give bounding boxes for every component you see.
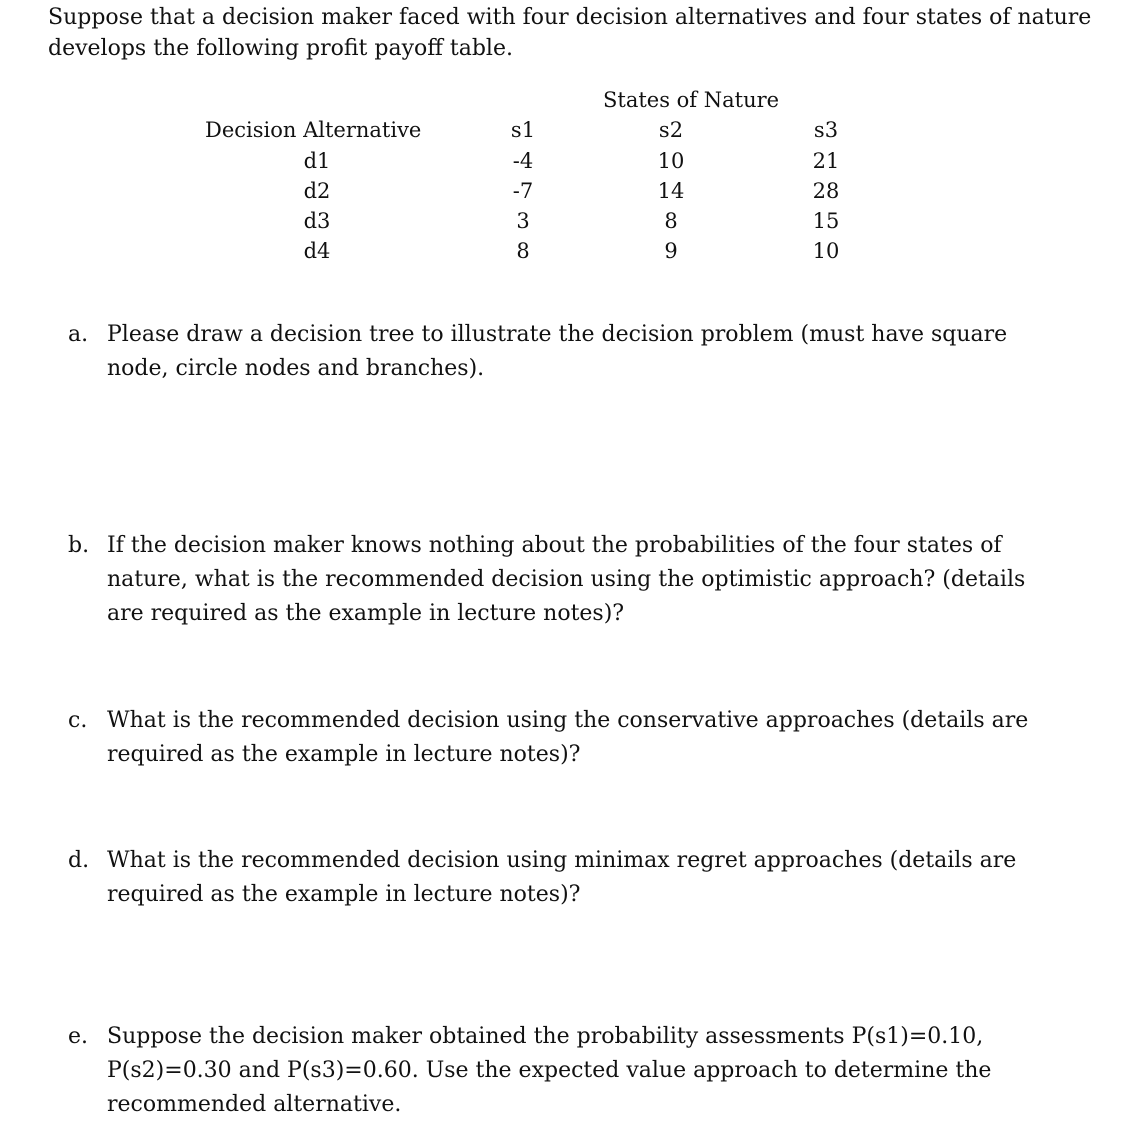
- payoff-cell: 8: [516, 239, 530, 263]
- state-header-s3: s3: [813, 118, 839, 142]
- question-text: What is the recommended decision using the conservative approaches (details are required as the example in lecture notes)?: [107, 708, 1029, 767]
- payoff-cell: 3: [516, 209, 530, 233]
- payoff-cell: -4: [512, 149, 534, 173]
- state-header-s1: s1: [510, 118, 536, 142]
- question-a: [68, 318, 1068, 386]
- question-d: [68, 844, 1068, 912]
- alternative-label: d4: [303, 239, 331, 263]
- states-of-nature-title: States of Nature: [603, 88, 780, 112]
- payoff-cell: 28: [812, 179, 840, 203]
- payoff-cell: 10: [657, 149, 685, 173]
- payoff-cell: 10: [812, 239, 840, 263]
- payoff-cell: 9: [664, 239, 678, 263]
- question-c: [68, 704, 1068, 772]
- alternative-label: d3: [303, 209, 331, 233]
- payoff-cell: 21: [812, 149, 840, 173]
- payoff-cell: 8: [664, 209, 678, 233]
- question-letter: d.: [68, 848, 90, 873]
- payoff-table: [0, 0, 1141, 280]
- state-header-s2: s2: [658, 118, 684, 142]
- alternative-label: d1: [303, 149, 331, 173]
- payoff-cell: -7: [512, 179, 534, 203]
- question-letter: c.: [68, 708, 88, 733]
- question-letter: a.: [68, 322, 89, 347]
- question-letter: b.: [68, 533, 90, 558]
- question-text: Suppose the decision maker obtained the probability assessments P(s1)=0.10, P(s2)=0.30 and P(s3)=0.60. Use the expected value approach to determine the recommended alternative.: [107, 1024, 992, 1117]
- question-text: What is the recommended decision using minimax regret approaches (details are required as the example in lecture notes)?: [107, 848, 1017, 907]
- question-b: [68, 529, 1068, 631]
- question-e: [68, 1020, 1068, 1122]
- payoff-cell: 14: [657, 179, 685, 203]
- question-letter: e.: [68, 1024, 89, 1049]
- alternative-label: d2: [303, 179, 331, 203]
- question-text: Please draw a decision tree to illustrate the decision problem (must have square node, circle nodes and branches).: [107, 322, 1008, 381]
- intro-paragraph: Suppose that a decision maker faced with four decision alternatives and four states of nature develops the following profit payoff table.: [48, 5, 1092, 61]
- question-text: If the decision maker knows nothing about the probabilities of the four states of nature, what is the recommended decision using the optimistic approach? (details are required as the example in lecture notes)?: [107, 533, 1026, 626]
- decision-alternative-header: Decision Alternative: [205, 118, 422, 142]
- payoff-cell: 15: [812, 209, 840, 233]
